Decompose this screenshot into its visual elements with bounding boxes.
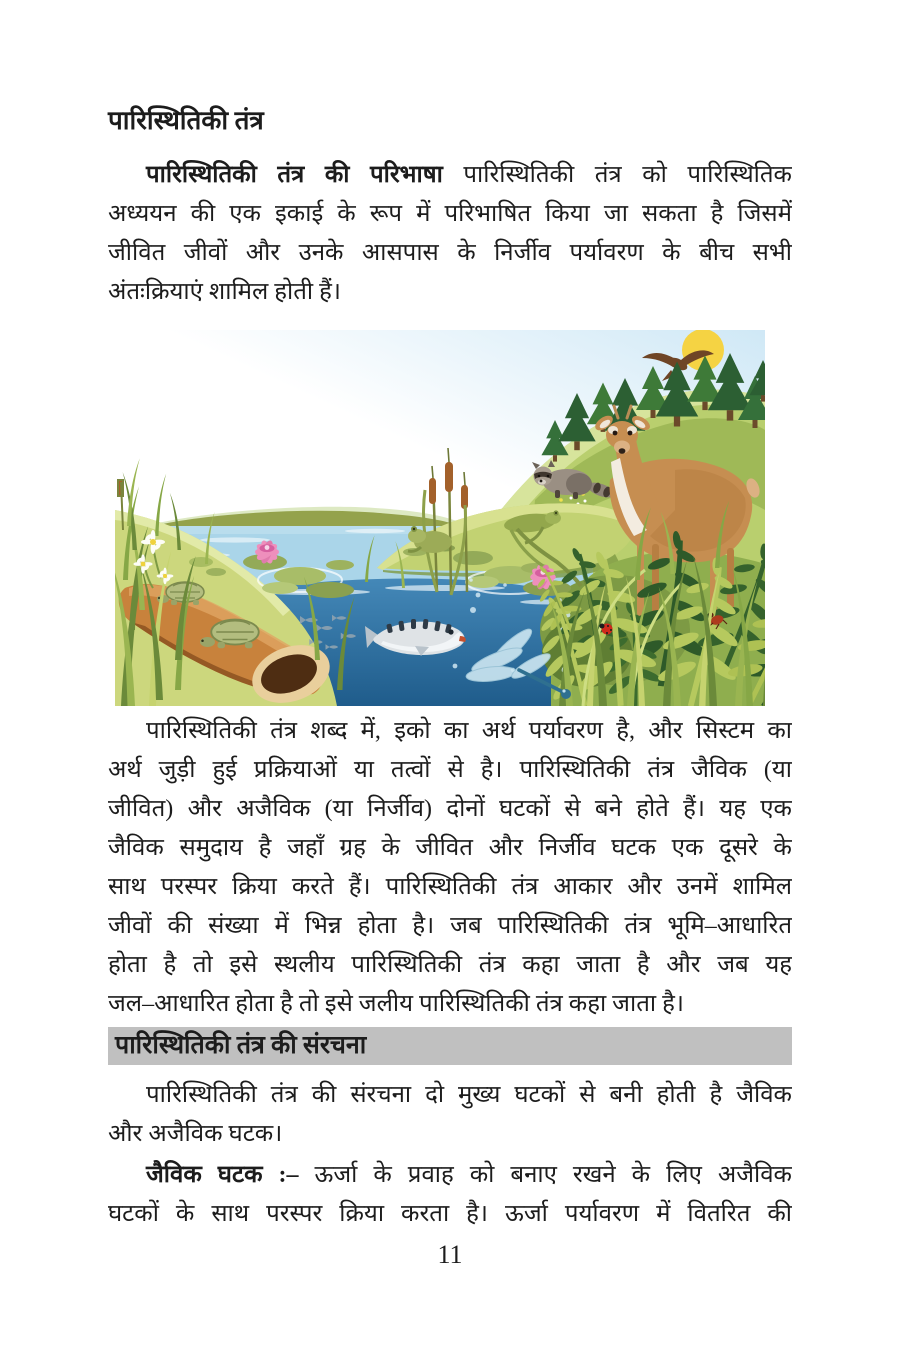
page-title: पारिस्थितिकी तंत्र (108, 106, 264, 135)
text-line (108, 156, 792, 195)
text-line: साथ परस्पर क्रिया करते हैं। पारिस्थितिकी तंत्र आकार और उनमें शामिल (108, 874, 792, 900)
text-line: जल–आधारित होता है तो इसे जलीय पारिस्थितिकी तंत्र कहा जाता है। (108, 991, 684, 1017)
section-heading-band (108, 1027, 792, 1065)
biotic-term: जैविक घटक :– (146, 1162, 299, 1188)
text-line: जीवित जीवों और उनके आसपास के निर्जीव पर्यावरण के बीच सभी (108, 240, 792, 266)
paragraph-body (108, 712, 792, 1024)
text-line: जैविक समुदाय है जहाँ ग्रह के जीवित और निर्जीव घटक एक दूसरे के (108, 835, 792, 861)
text-line: होता है तो इसे स्थलीय पारिस्थितिकी तंत्र कहा जाता है और जब यह (108, 952, 792, 978)
text-line: जीवित) और अजैविक (या निर्जीव) दोनों घटकों से बने होते हैं। यह एक (108, 796, 792, 822)
text-span: ऊर्जा के प्रवाह को बनाए रखने के लिए अजैविक (314, 1162, 792, 1188)
section-heading: पारिस्थितिकी तंत्र की संरचना (115, 1032, 367, 1059)
text-line: अंतःक्रियाएं शामिल होती हैं। (108, 279, 341, 305)
page-number: 11 (437, 1240, 463, 1269)
paragraph-definition (108, 156, 792, 312)
paragraph-structure (108, 1076, 792, 1154)
text-span: पारिस्थितिकी तंत्र को पारिस्थितिक (463, 162, 792, 188)
text-line: और अजैविक घटक। (108, 1121, 283, 1147)
text-line (108, 1156, 792, 1195)
text-line: पारिस्थितिकी तंत्र शब्द में, इको का अर्थ पर्यावरण है, और सिस्टम का (146, 718, 792, 744)
paragraph-biotic (108, 1156, 792, 1234)
text-line: अध्ययन की एक इकाई के रूप में परिभाषित किया जा सकता है जिसमें (108, 201, 792, 227)
text-line: पारिस्थितिकी तंत्र की संरचना दो मुख्य घटकों से बनी होती है जैविक (146, 1082, 792, 1108)
ecosystem-illustration (115, 330, 765, 706)
text-line: अर्थ जुड़ी हुई प्रक्रियाओं या तत्वों से है। पारिस्थितिकी तंत्र जैविक (या (108, 757, 792, 783)
text-line: घटकों के साथ परस्पर क्रिया करता है। ऊर्जा पर्यावरण में वितरित की (108, 1201, 792, 1227)
text-line: जीवों की संख्या में भिन्न होता है। जब पारिस्थितिकी तंत्र भूमि–आधारित (108, 913, 792, 939)
definition-term: पारिस्थितिकी तंत्र की परिभाषा (146, 162, 443, 188)
